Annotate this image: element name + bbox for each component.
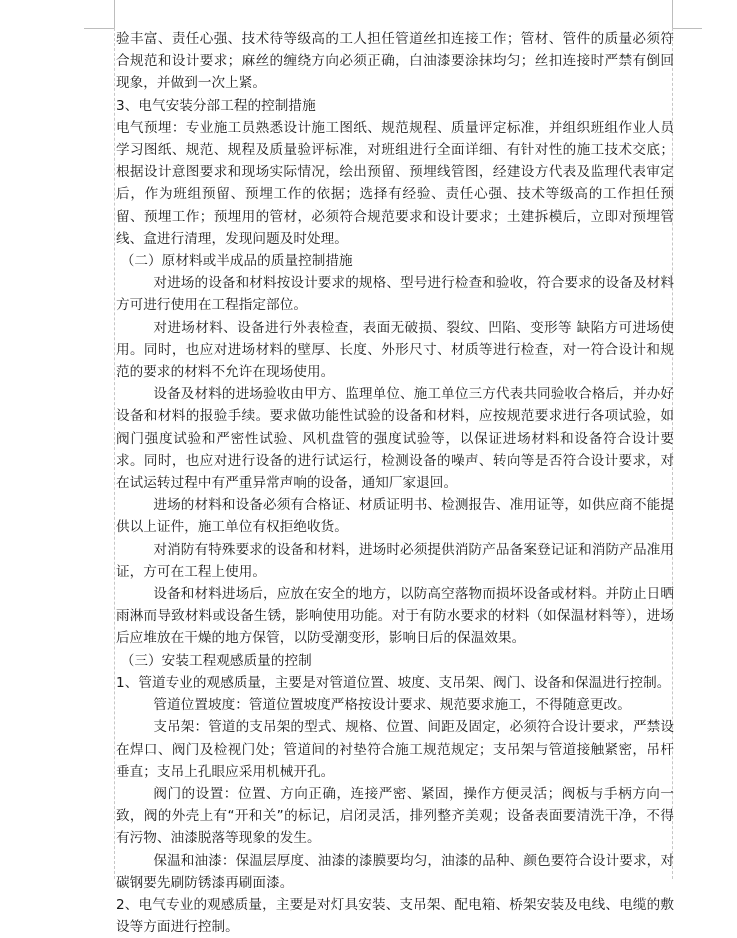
paragraph: 设备及材料的进场验收由甲方、监理单位、施工单位三方代表共同验收合格后，并办好设备和材料的报验手续。要求做功能性试验的设备和材料，应按规范要求进行各项试验，如阀门强度试验和严密性试验、风机盘管的强度试验等，以保证进场材料和设备符合设计要求。同时，也应对进行设备的进行试运行，检测设备的噪声、转向等是否符合设计要求，对在试运转过程中有严重异常声响的设备，通知厂家退回。 [116, 386, 674, 492]
paragraph: 对消防有特殊要求的设备和材料，进场时必须提供消防产品备案登记证和消防产品准用证，方可在工程上使用。 [116, 541, 674, 580]
document-body[interactable] [116, 28, 674, 938]
paragraph: 对进场材料、设备进行外表检查，表面无破损、裂纹、凹陷、变形等 缺陷方可进场使用。同时，也应对进场材料的壁厚、长度、外形尺寸、材质等进行检查，对一符合设计和规范的要求的材料不允许在现场使用。 [116, 319, 674, 381]
paragraph: 设备和材料进场后，应放在安全的地方，以防高空落物而损坏设备或材料。并防止日晒雨淋而导致材料或设备生锈，影响使用功能。对于有防水要求的材料（如保温材料等），进场后应堆放在干燥的地方保管，以防受潮变形，影响日后的保温效果。 [116, 586, 674, 647]
subsection-heading: （二）原材料或半成品的质量控制措施 [120, 253, 353, 270]
subsection-heading: （三）安装工程观感质量的控制 [120, 652, 312, 669]
crop-mark [84, 28, 114, 29]
text-boundary-left [114, 28, 115, 879]
paragraph: 保温和油漆：保温层厚度、油漆的漆膜要均匀，油漆的品种、颜色要符合设计要求，对碳钢要先刷防锈漆再刷面漆。 [116, 852, 674, 891]
paragraph: 电气预埋：专业施工员熟悉设计施工图纸、规范规程、质量评定标准，并组织班组作业人员学习图纸、规范、规程及质量验评标准，对班组进行全面详细、有针对性的施工技术交底；根据设计意图要求和现场实际情况，绘出预留、预埋线管图，经建设方代表及监理代表审定后，作为班组预留、预埋工作的依据；选择有经验、责任心强、技术等级高的工作担任预留、预埋工作；预埋用的管材，必须符合规范要求和设计要求；土建拆模后，立即对预埋管线、盒进行清理，发现问题及时处理。 [116, 119, 674, 247]
paragraph: 验丰富、责任心强、技术待等级高的工人担任管道丝扣连接工作；管材、管件的质量必须符合规范和设计要求；麻丝的缠绕方向必须正确，白油漆要涂抹均匀；丝扣连接时严禁有倒回现象，并做到一次上紧。 [116, 31, 674, 92]
crop-mark [114, 0, 115, 28]
paragraph: 阀门的设置：位置、方向正确，连接严密、紧固，操作方便灵活；阀板与手柄方向一致，阀的外壳上有“开和关”的标记，启闭灵活，排列整齐美观；设备表面要清洗干净，不得有污物、油漆脱落等现象的发生。 [116, 785, 674, 847]
paragraph: 2、电气专业的观感质量，主要是对灯具安装、支吊架、配电箱、桥架安装及电线、电缆的敷设等方面进行控制。 [116, 896, 674, 936]
crop-mark [672, 28, 702, 29]
section-heading: 3、电气安装分部工程的控制措施 [116, 97, 316, 114]
paragraph: 对进场的设备和材料按设计要求的规格、型号进行检查和验收，符合要求的设备及材料方可进行使用在工程指定部位。 [116, 275, 674, 314]
crop-mark [672, 0, 673, 28]
paragraph: 1、管道专业的观感质量，主要是对管道位置、坡度、支吊架、阀门、设备和保温进行控制。 [116, 674, 671, 691]
paragraph: 进场的材料和设备必须有合格证、材质证明书、检测报告、准用证等，如供应商不能提供以上证件，施工单位有权拒绝收货。 [116, 497, 674, 536]
paragraph: 管道位置坡度：管道位置坡度严格按设计要求、规范要求施工，不得随意更改。 [153, 697, 631, 714]
paragraph: 支吊架：管道的支吊架的型式、规格、位置、间距及固定，必须符合设计要求，严禁设在焊口、阀门及检视门处；管道间的衬垫符合施工规范规定；支吊架与管道接触紧密，吊杆垂直；支吊上孔眼应采用机械开孔。 [116, 719, 674, 780]
